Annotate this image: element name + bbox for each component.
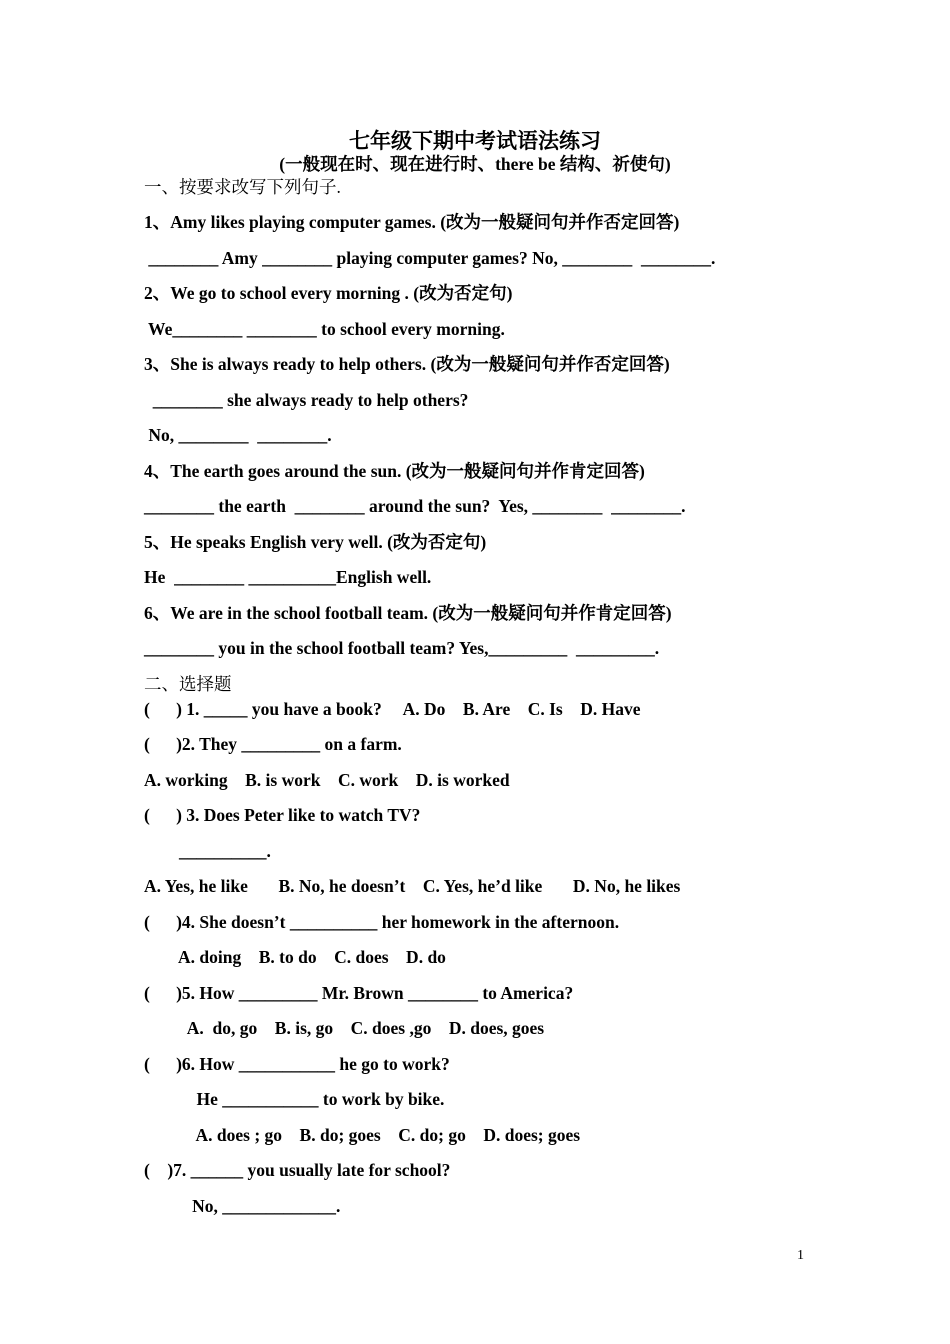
choice-q7-reply: No, _____________.	[144, 1196, 341, 1216]
question-1-answer: ________ Amy ________ playing computer games? No, ________ ________.	[144, 248, 716, 268]
choice-q2: ( )2. They _________ on a farm.	[144, 734, 402, 754]
part2-heading: 二、选择题	[144, 674, 232, 694]
question-1: 1、Amy likes playing computer games. (改为一般疑问句并作否定回答)	[144, 212, 680, 232]
choice-q6: ( )6. How ___________ he go to work?	[144, 1054, 450, 1074]
choice-q6-options: A. does ; go B. do; goes C. do; go D. does; goes	[144, 1125, 581, 1145]
question-4: 4、The earth goes around the sun. (改为一般疑问句并作肯定回答)	[144, 461, 645, 481]
page-number: 1	[797, 1248, 804, 1263]
question-3: 3、She is always ready to help others. (改为一般疑问句并作否定回答)	[144, 354, 670, 374]
question-2-answer: We________ ________ to school every morning.	[144, 319, 505, 339]
question-3-reply: No, ________ ________.	[144, 425, 332, 445]
choice-q7: ( )7. ______ you usually late for school?	[144, 1160, 451, 1180]
page-title: 七年级下期中考试语法练习	[349, 129, 601, 153]
choice-q5-options: A. do, go B. is, go C. does ,go D. does, goes	[144, 1018, 545, 1038]
choice-q5: ( )5. How _________ Mr. Brown ________ to America?	[144, 983, 574, 1003]
question-6: 6、We are in the school football team. (改为一般疑问句并作肯定回答)	[144, 603, 672, 623]
question-5-answer: He ________ __________English well.	[144, 567, 432, 587]
choice-q4-options: A. doing B. to do C. does D. do	[144, 947, 446, 967]
part1-heading: 一、按要求改写下列句子.	[144, 177, 341, 197]
question-3-answer: ________ she always ready to help others?	[144, 390, 469, 410]
question-2: 2、We go to school every morning . (改为否定句)	[144, 283, 513, 303]
choice-q1: ( ) 1. _____ you have a book? A. Do B. Are C. Is D. Have	[144, 699, 641, 719]
question-4-answer: ________ the earth ________ around the sun? Yes, ________ ________.	[144, 496, 686, 516]
page-subtitle: (一般现在时、现在进行时、there be 结构、祈使句)	[279, 154, 671, 174]
question-6-answer: ________ you in the school football team? Yes,_________ _________.	[144, 638, 660, 658]
choice-q3-options: A. Yes, he like B. No, he doesn’t C. Yes, he’d like D. No, he likes	[144, 876, 681, 896]
choice-q3: ( ) 3. Does Peter like to watch TV?	[144, 805, 421, 825]
choice-q3-blank: __________.	[144, 841, 271, 861]
choice-q4: ( )4. She doesn’t __________ her homework in the afternoon.	[144, 912, 620, 932]
question-5: 5、He speaks English very well. (改为否定句)	[144, 532, 487, 552]
choice-q2-options: A. working B. is work C. work D. is worked	[144, 770, 510, 790]
choice-q6-sentence: He ___________ to work by bike.	[144, 1089, 445, 1109]
